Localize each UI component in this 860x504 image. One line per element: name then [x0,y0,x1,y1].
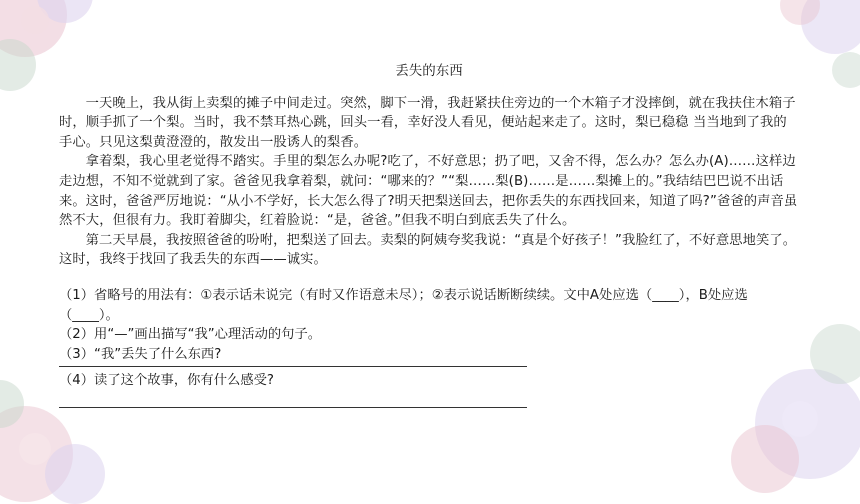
question-4: （4）读了这个故事，你有什么感受? [59,373,274,389]
document-body [59,62,799,412]
paragraph-2: 拿着梨，我心里老觉得不踏实。手里的梨怎么办呢?吃了，不好意思；扔了吧，又舍不得，怎么办？怎么办(A)……这样边走边想，不知不觉就到了家。爸爸见我拿着梨，就问：“哪来的？”“梨……梨(B)……是……梨摊上的。”我结结巴巴说不出话来。这时，爸爸严厉地说：“从小不学好，长大怎么得了?明天把梨送回去，把你丢失的东西找回来，知道了吗?”爸爸的声音虽然不大，但很有力。我盯着脚尖，红着脸说：“是，爸爸。”但我不明白到底丢失了什么。 [59,154,798,229]
question-2: （2）用“—”画出描写“我”心理活动的句子。 [59,327,322,343]
document-title: 丢失的东西 [395,63,463,79]
question-3: （3）“我”丢失了什么东西? [59,346,222,362]
question-1: （1）省略号的用法有：①表示话未说完（有时又作语意未尽）；②表示说话断断续续。文中A处应选（____），B处应选（____）。 [59,287,748,323]
spacer [59,270,799,286]
paragraph-3: 第二天早晨，我按照爸爸的吩咐，把梨送了回去。卖梨的阿姨夸奖我说：“真是个好孩子！”我脸红了，不好意思地笑了。这时，我终于找回了我丢失的东西——诚实。 [59,232,797,268]
paragraph-1: 一天晚上，我从街上卖梨的摊子中间走过。突然，脚下一滑，我赶紧扶住旁边的一个木箱子才没摔倒，就在我扶住木箱子时，顺手抓了一个梨。当时，我不禁耳热心跳，回头一看，幸好没人看见，便站起来走了。这时，梨已稳稳 当当地到了我的手心。只见这梨黄澄澄的，散发出一股诱人的梨香。 [59,95,796,150]
answer-line-4[interactable] [59,407,527,408]
answer-line-3[interactable] [59,366,527,367]
